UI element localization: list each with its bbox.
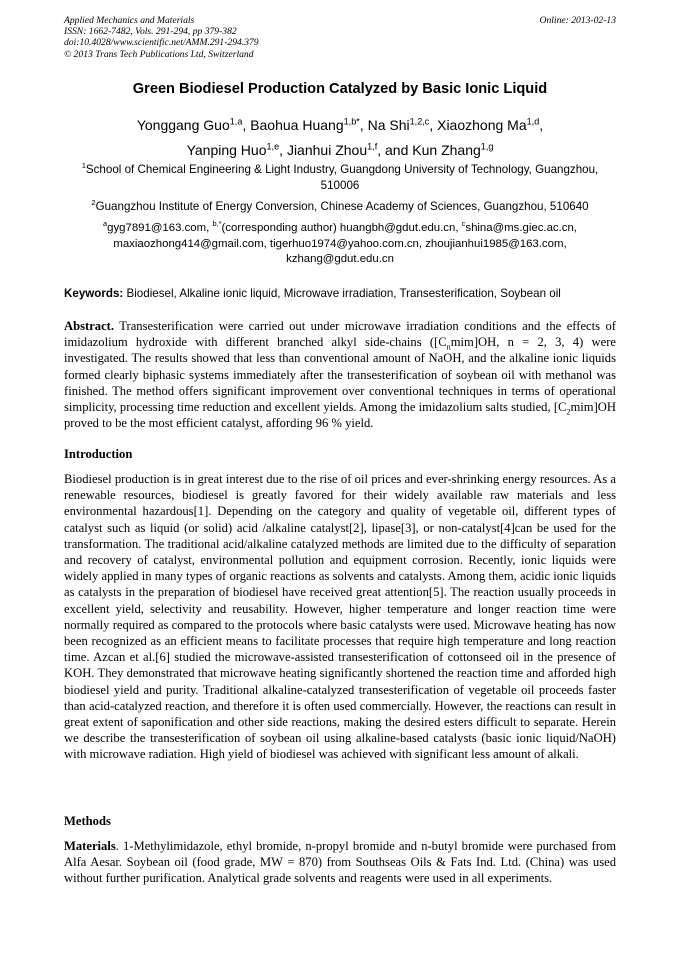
email-line[interactable]: kzhang@gdut.edu.cn [286, 253, 394, 265]
email-link[interactable]: gyg7891@163.com, [107, 222, 213, 234]
affiliation-text: School of Chemical Engineering & Light Industry, Guangdong University of Technology, Guangzhou, 510006 [85, 163, 599, 192]
author-separator: , [242, 117, 251, 133]
materials-paragraph [64, 838, 616, 887]
affiliation-1 [64, 162, 616, 193]
journal-issn: ISSN: 1662-7482, Vols. 291-294, pp 379-382 [64, 26, 237, 38]
abstract-text: Transesterification were carried out under microwave irradiation conditions and the effects of imidazolium hydroxide with different branched alkyl side-chains ([C [64, 319, 616, 350]
abstract-subscript: n [446, 342, 451, 352]
introduction-heading: Introduction [64, 447, 133, 461]
author-separator: , [279, 142, 287, 158]
affiliation-2 [64, 199, 616, 215]
abstract-text: mim]OH proved to be the most efficient catalyst, affording 96 % yield. [64, 400, 616, 431]
email-marker: c [461, 219, 466, 229]
author-superscript: 1,g [480, 141, 494, 152]
author-name: Jianhui Zhou [286, 142, 368, 158]
author-superscript: 1,f [367, 141, 378, 152]
email-marker: a [103, 219, 108, 229]
author-separator: , and [377, 142, 413, 158]
journal-name: Applied Mechanics and Materials [64, 15, 195, 26]
methods-heading: Methods [64, 814, 111, 828]
author-superscript: 1,2,c [409, 116, 430, 127]
email-link[interactable]: (corresponding author) huangbh@gdut.edu.cn, [221, 222, 462, 234]
email-marker: b,* [212, 219, 222, 229]
journal-header [64, 15, 616, 60]
author-name: Xiaozhong Ma [437, 117, 527, 133]
email-line[interactable]: maxiaozhong414@gmail.com, tigerhuo1974@yahoo.com.cn, zhoujianhui1985@163.com, [113, 237, 567, 250]
online-date: Online: 2013-02-13 [539, 15, 616, 26]
paper-title: Green Biodiesel Production Catalyzed by Basic Ionic Liquid [132, 81, 548, 97]
materials-text: . 1-Methylimidazole, ethyl bromide, n-propyl bromide and n-butyl bromide were purchased from Alfa Aesar. Soybean oil (food grade, MW = 870) from Southseas Oils & Fats Ind. Ltd. (China) was used without further purification. Analytical grade solvents and reagents were used in all experiments. [64, 839, 616, 886]
journal-copyright: © 2013 Trans Tech Publications Ltd, Switzerland [64, 48, 254, 60]
author-name: Kun Zhang [412, 142, 481, 158]
author-separator: , [429, 117, 438, 133]
author-emails [64, 221, 616, 268]
abstract [64, 318, 616, 431]
keywords-label: Keywords: [64, 287, 124, 300]
keywords [64, 287, 616, 300]
author-superscript: 1,e [266, 141, 280, 152]
journal-doi: doi:10.4028/www.scientific.net/AMM.291-294.379 [64, 37, 259, 49]
email-link[interactable]: shina@ms.giec.ac.cn, [465, 222, 577, 234]
author-superscript: 1,d [526, 116, 540, 127]
author-separator: , [359, 117, 368, 133]
author-superscript: 1,b* [343, 116, 360, 127]
author-list [80, 113, 600, 163]
author-name: Na Shi [367, 117, 410, 133]
abstract-subscript: 2 [566, 407, 571, 417]
abstract-text: mim]OH, n = 2, 3, 4) were investigated. The results showed that less than conventional amount of NaOH, and the alkaline ionic liquids formed clearly biphasic systems immediately after the transesterification of soybean oil with methanol was finished. The method offers significant improvement over conventional techniques in terms of operational simplicity, processing time reduction and excellent yields. Among the imidazolium salts studied, [C [64, 335, 616, 415]
affiliation-text: Guangzhou Institute of Energy Conversion, Chinese Academy of Sciences, Guangzhou, 510640 [95, 200, 589, 213]
materials-label: Materials [64, 839, 116, 853]
author-separator: , [539, 117, 544, 133]
author-name: Yanping Huo [186, 142, 267, 158]
author-name: Baohua Huang [250, 117, 344, 133]
affiliation-number: 2 [91, 198, 96, 208]
author-superscript: 1,a [229, 116, 243, 127]
abstract-label: Abstract. [64, 319, 115, 333]
keywords-text: Biodiesel, Alkaline ionic liquid, Microwave irradiation, Transesterification, Soybean oil [123, 287, 561, 300]
affiliation-number: 1 [81, 161, 86, 171]
author-name: Yonggang Guo [136, 117, 230, 133]
introduction-text: Biodiesel production is in great interest due to the rise of oil prices and ever-shrinking energy resources. As a renewable resources, biodiesel is greatly favored for their widely available raw materials and less environmental hazardous[1]. Depending on the category and quality of vegetable oil, different types of catalyst such as liquid (or solid) acid /alkaline catalyst[2], lipase[3], or non-catalyst[4]can be used for the transformation. The traditional acid/alkaline catalyzed methods are limited due to the difficulty of separation and recovery of catalyst, environmental pollution and equipment corrosion. Recently, ionic liquids were widely applied in many types of organic reactions as solvents and catalysts. Among them, acidic ionic liquids as catalysts in the preparation of biodiesel have received great attention[5]. The reaction usually proceeds in excellent yield, selectivity and reusability. However, higher temperature and longer reaction time were normally required as compared to the protocols where basic catalysts were used. Microwave heating has now been recognized as an efficient means to facilitate processes that require high temperature and long reaction time. Azcan et al.[6] studied the microwave-assisted transesterification of cottonseed oil in the presence of KOH. They demonstrated that microwave heating significantly shortened the reaction time and afforded high biodiesel yield and purity. Traditional alkaline-catalyzed transesterification of vegetable oil proceeds faster than acid-catalyzed reaction, and therefore it is often used commercially. However, the reactions can result in great extent of saponification and other side reactions, making the desired esters difficult to separate. Herein we describe the transesterification of soybean oil using alkaline-based catalysts (basic ionic liquid/NaOH) with microwave radiation. High yield of biodiesel was achieved with significant less amount of alkali. [64, 472, 616, 762]
